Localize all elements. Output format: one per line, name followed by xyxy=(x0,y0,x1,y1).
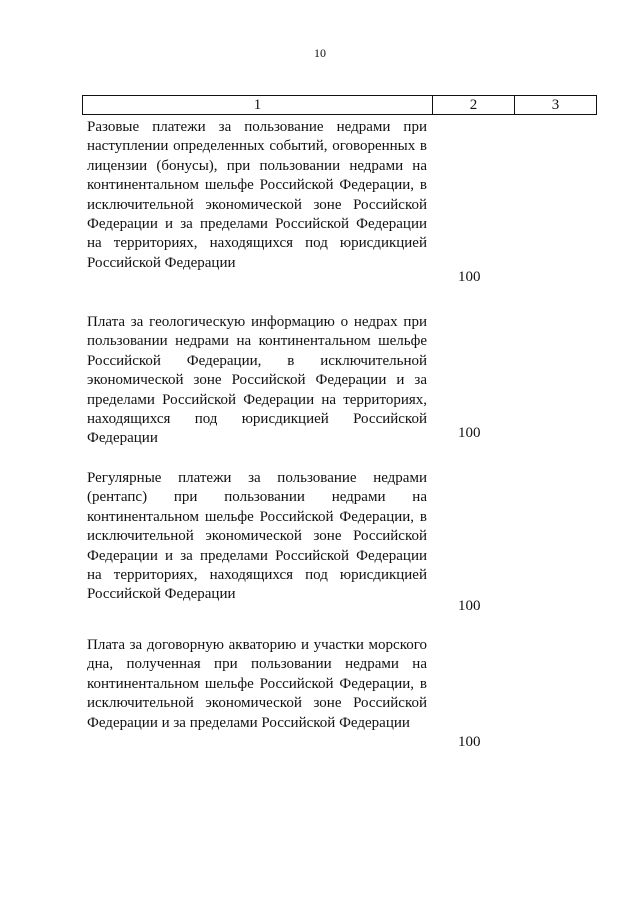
table-row xyxy=(87,469,427,605)
row-value: 100 xyxy=(458,734,481,750)
table-row xyxy=(87,313,427,449)
table-row xyxy=(87,118,427,273)
page-number: 10 xyxy=(314,46,326,60)
row-description: Плата за договорную акваторию и участки морского дна, полученная при пользовании недрами на континентальном шельфе Российской Федерации, в исключительной экономической зоне Российской Федерации и за пределами Российской Федерации xyxy=(87,637,427,731)
row-description: Регулярные платежи за пользование недрами (рентапс) при пользовании недрами на континентальном шельфе Российской Федерации, в исключительной экономической зоне Российской Федерации и за пределами Российской Федерации на территориях, находящихся под юрисдикцией Российской Федерации xyxy=(87,470,427,603)
header-column-3: 3 xyxy=(551,97,560,113)
row-value: 100 xyxy=(458,598,481,614)
table-header-row xyxy=(82,95,597,115)
row-description: Плата за геологическую информацию о недрах при пользовании недрами на континентальном шельфе Российской Федерации, в исключительной экономической зоне Российской Федерации и за пределами Российской Федерации на территориях, находящихся под юрисдикцией Российской Федерации xyxy=(87,314,427,447)
table-row xyxy=(87,636,427,733)
row-value: 100 xyxy=(458,425,481,441)
row-description: Разовые платежи за пользование недрами при наступлении определенных событий, оговоренных в лицензии (бонусы), при пользовании недрами на континентальном шельфе Российской Федерации, в исключительной экономической зоне Российской Федерации и за пределами Российской Федерации на территориях, находящихся под юрисдикцией Российской Федерации xyxy=(87,119,427,271)
header-column-2: 2 xyxy=(433,96,515,114)
header-column-1: 1 xyxy=(83,96,433,114)
row-value: 100 xyxy=(458,269,481,285)
